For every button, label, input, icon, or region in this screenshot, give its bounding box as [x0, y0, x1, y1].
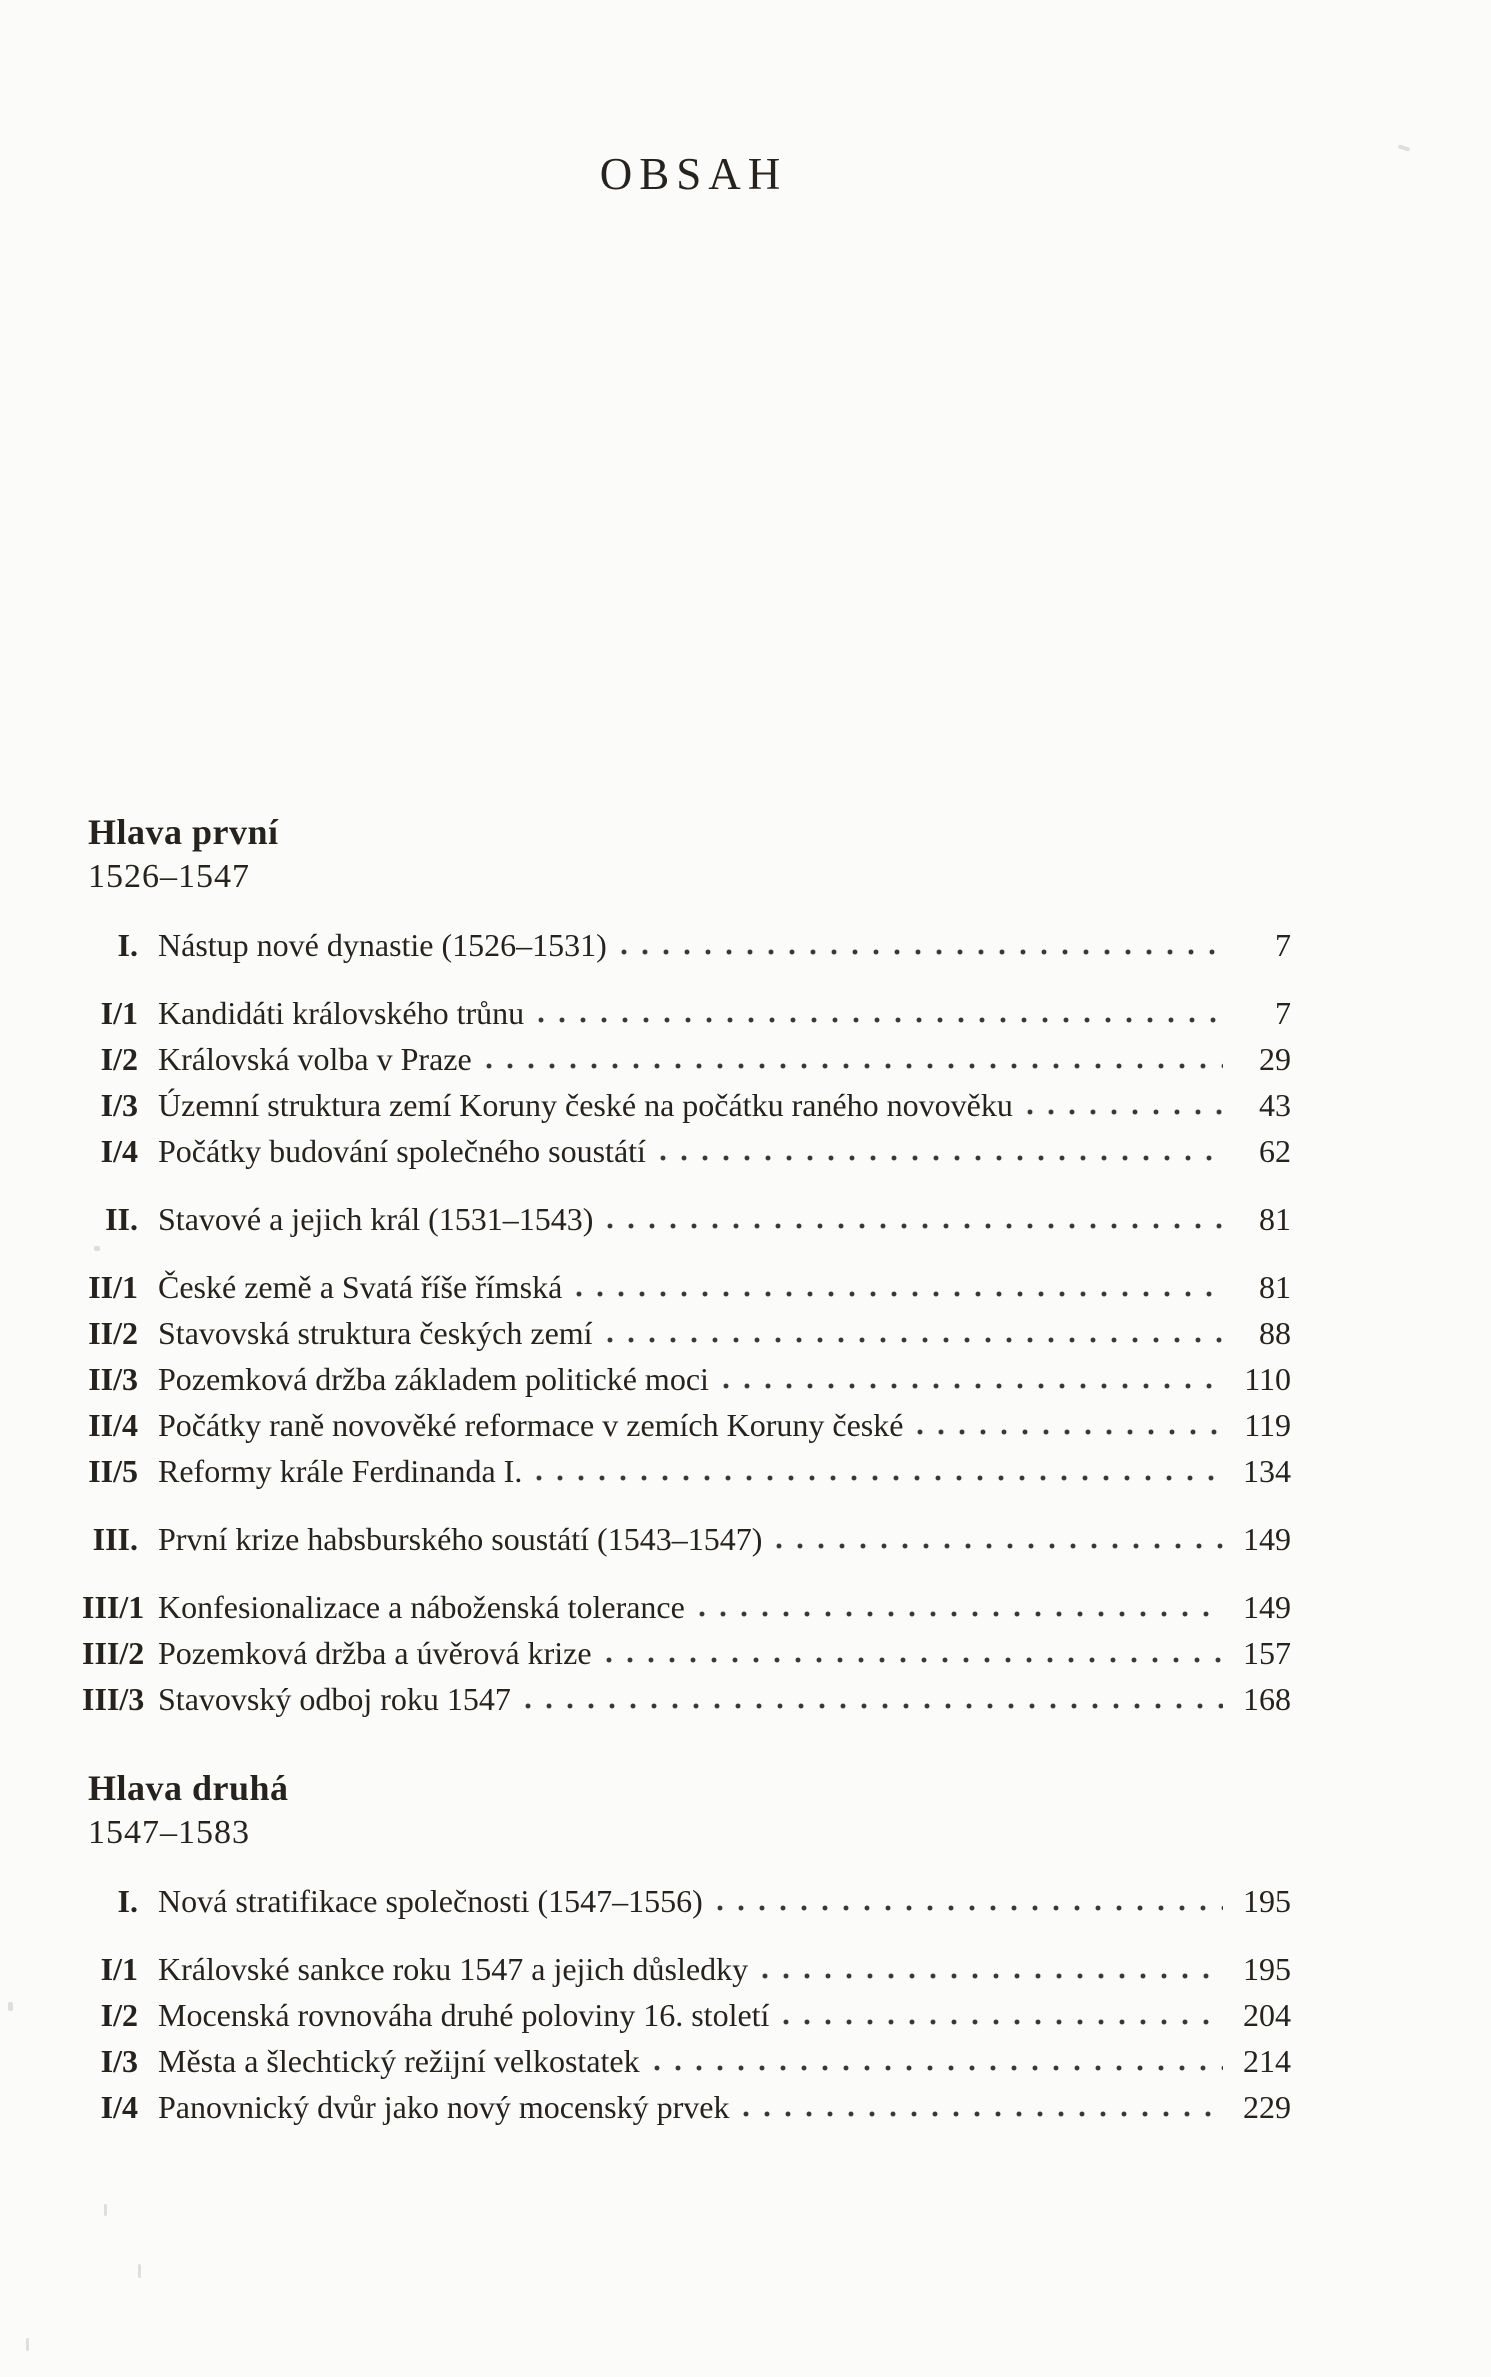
toc-entry — [82, 1448, 1291, 1494]
entry-label: II/1 — [88, 1269, 138, 1305]
entry-title: Města a šlechtický režijní velkostatek — [158, 2043, 640, 2079]
dot-leader-icon — [607, 1198, 1223, 1230]
entry-group — [82, 1584, 1291, 1722]
entry-page-number: 43 — [1259, 1087, 1291, 1123]
entry-group — [82, 922, 1291, 968]
entry-page-number: 134 — [1243, 1453, 1291, 1489]
toc-entry — [82, 1402, 1291, 1448]
dot-leader-icon — [606, 1632, 1223, 1664]
toc-entry — [82, 1992, 1291, 2038]
toc-entry — [82, 1584, 1291, 1630]
dot-leader-icon — [660, 1130, 1223, 1162]
entry-page-number: 81 — [1259, 1269, 1291, 1305]
entry-label: II. — [105, 1201, 138, 1237]
entry-title: Pozemková držba a úvěrová krize — [158, 1635, 592, 1671]
dot-leader-icon — [723, 1358, 1223, 1390]
dot-leader-icon — [621, 924, 1223, 956]
entry-title: Panovnický dvůr jako nový mocenský prvek — [158, 2089, 730, 2125]
entry-page-number: 88 — [1259, 1315, 1291, 1351]
toc-entry — [82, 1356, 1291, 1402]
toc-section — [82, 1766, 1291, 2130]
entry-page-number: 195 — [1243, 1883, 1291, 1919]
entry-title: Počátky raně novověké reformace v zemích Koruny české — [158, 1407, 904, 1443]
entry-title: Kandidáti královského trůnu — [158, 995, 525, 1031]
entry-title: Stavové a jejich král (1531–1543) — [158, 1201, 594, 1237]
dot-leader-icon — [699, 1586, 1223, 1618]
toc-entry — [82, 1082, 1291, 1128]
toc-entry — [82, 1676, 1291, 1722]
entry-page-number: 7 — [1275, 927, 1291, 963]
dot-leader-icon — [717, 1880, 1223, 1912]
dot-leader-icon — [525, 1678, 1223, 1710]
entry-group — [82, 1946, 1291, 2130]
entry-title: Reformy krále Ferdinanda I. — [158, 1453, 523, 1489]
entry-page-number: 119 — [1244, 1407, 1291, 1443]
dot-leader-icon — [536, 1450, 1223, 1482]
section-years: 1547–1583 — [88, 1814, 250, 1851]
dot-leader-icon — [538, 992, 1223, 1024]
entry-label: I/2 — [100, 1997, 138, 2033]
entry-group — [82, 1878, 1291, 1924]
dot-leader-icon — [1027, 1084, 1223, 1116]
toc-content — [82, 0, 1291, 2130]
section-heading: Hlava druhá — [88, 1768, 289, 1808]
entry-title: Stavovská struktura českých zemí — [158, 1315, 593, 1351]
entry-title: Královská volba v Praze — [158, 1041, 472, 1077]
entry-page-number: 110 — [1244, 1361, 1291, 1397]
entry-label: III/3 — [82, 1681, 145, 1717]
toc-entry — [82, 1196, 1291, 1242]
entry-label: II/3 — [88, 1361, 138, 1397]
entry-label: III. — [92, 1521, 138, 1557]
dot-leader-icon — [776, 1518, 1223, 1550]
entry-page-number: 29 — [1259, 1041, 1291, 1077]
entry-page-number: 157 — [1243, 1635, 1291, 1671]
entry-group — [82, 990, 1291, 1174]
toc-entry — [82, 1036, 1291, 1082]
entry-page-number: 168 — [1243, 1681, 1291, 1717]
entry-label: III/1 — [82, 1589, 145, 1625]
dot-leader-icon — [576, 1266, 1223, 1298]
entry-title: Konfesionalizace a náboženská tolerance — [158, 1589, 685, 1625]
entry-title: Nová stratifikace společnosti (1547–1556) — [158, 1883, 703, 1919]
dot-leader-icon — [917, 1404, 1223, 1436]
entry-label: I. — [117, 927, 138, 963]
toc-entry — [82, 922, 1291, 968]
entry-page-number: 229 — [1243, 2089, 1291, 2125]
entry-title: Mocenská rovnováha druhé poloviny 16. století — [158, 1997, 770, 2033]
entry-page-number: 7 — [1275, 995, 1291, 1031]
entry-page-number: 149 — [1243, 1521, 1291, 1557]
toc-entry — [82, 1310, 1291, 1356]
entry-title: Nástup nové dynastie (1526–1531) — [158, 927, 607, 963]
entry-page-number: 204 — [1243, 1997, 1291, 2033]
entry-label: I/1 — [100, 995, 138, 1031]
entry-page-number: 195 — [1243, 1951, 1291, 1987]
entry-title: Pozemková držba základem politické moci — [158, 1361, 709, 1397]
toc-entry — [82, 1630, 1291, 1676]
toc-entry — [82, 2038, 1291, 2084]
scan-speckle — [1398, 144, 1411, 152]
scan-speckle — [138, 2264, 141, 2278]
dot-leader-icon — [654, 2040, 1223, 2072]
entry-group — [82, 1516, 1291, 1562]
scan-speckle — [104, 2204, 107, 2216]
section-heading: Hlava první — [88, 812, 279, 852]
entry-title: České země a Svatá říše římská — [158, 1269, 563, 1305]
entry-page-number: 214 — [1243, 2043, 1291, 2079]
entry-page-number: 149 — [1243, 1589, 1291, 1625]
scan-speckle — [94, 1246, 100, 1251]
scan-speckle — [26, 2338, 29, 2351]
entry-title: Stavovský odboj roku 1547 — [158, 1681, 511, 1717]
entry-label: I/2 — [100, 1041, 138, 1077]
toc-entry — [82, 2084, 1291, 2130]
dot-leader-icon — [783, 1994, 1223, 2026]
section-years: 1526–1547 — [88, 858, 250, 895]
entry-title: První krize habsburského soustátí (1543–1547) — [158, 1521, 763, 1557]
entry-page-number: 81 — [1259, 1201, 1291, 1237]
entry-label: II/5 — [88, 1453, 138, 1489]
toc-entry — [82, 1264, 1291, 1310]
toc-entry — [82, 1878, 1291, 1924]
toc-entry — [82, 1946, 1291, 1992]
entry-label: I. — [117, 1883, 138, 1919]
dot-leader-icon — [486, 1038, 1223, 1070]
entry-label: I/4 — [100, 2089, 138, 2125]
page-title: OBSAH — [599, 149, 788, 199]
entry-title: Královské sankce roku 1547 a jejich důsledky — [158, 1951, 749, 1987]
dot-leader-icon — [762, 1948, 1223, 1980]
entry-title: Počátky budování společného soustátí — [158, 1133, 646, 1169]
dot-leader-icon — [607, 1312, 1223, 1344]
scan-speckle — [8, 2002, 13, 2011]
dot-leader-icon — [743, 2086, 1223, 2118]
toc-entry — [82, 1516, 1291, 1562]
entry-label: II/2 — [88, 1315, 138, 1351]
entry-title: Územní struktura zemí Koruny české na počátku raného novověku — [158, 1087, 1013, 1123]
entry-label: I/3 — [100, 1087, 138, 1123]
entry-page-number: 62 — [1259, 1133, 1291, 1169]
entry-group — [82, 1264, 1291, 1494]
toc-entry — [82, 1128, 1291, 1174]
toc-section — [82, 810, 1291, 1722]
entry-group — [82, 1196, 1291, 1242]
entry-label: I/4 — [100, 1133, 138, 1169]
entry-label: III/2 — [82, 1635, 145, 1671]
entry-label: I/1 — [100, 1951, 138, 1987]
entry-label: II/4 — [88, 1407, 138, 1443]
toc-entry — [82, 990, 1291, 1036]
entry-label: I/3 — [100, 2043, 138, 2079]
